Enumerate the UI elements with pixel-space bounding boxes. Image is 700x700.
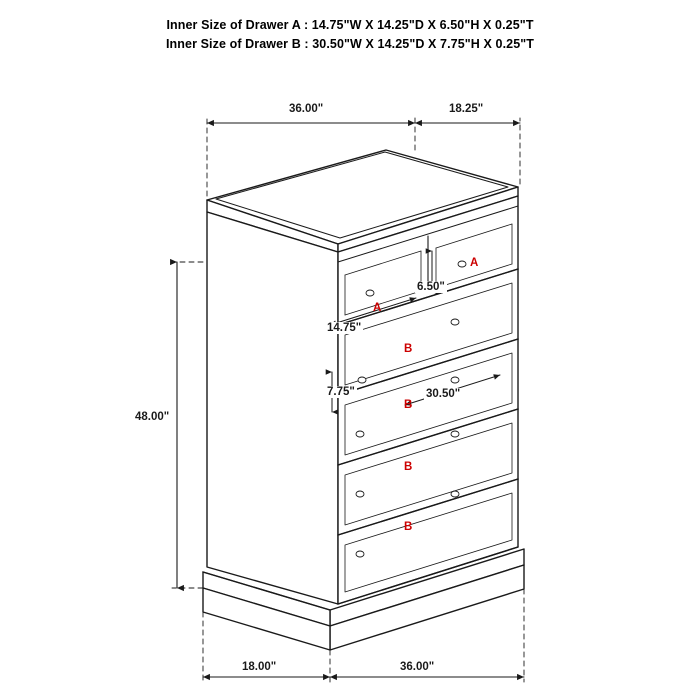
drawer-tag-b-1: B <box>404 343 413 355</box>
dim-height: 48.00" <box>135 411 170 423</box>
dim-drawer-b-width: 30.50" <box>426 388 461 400</box>
spec-header-line-2: Inner Size of Drawer B : 30.50"W X 14.25"D X 7.75"H X 0.25"T <box>165 37 535 51</box>
dim-base-width: 36.00" <box>400 661 435 673</box>
dim-drawer-a-height: 6.50" <box>417 281 445 293</box>
drawer-tag-a-1: A <box>470 257 479 269</box>
drawer-tag-b-4: B <box>404 521 413 533</box>
dim-top-width: 36.00" <box>289 103 324 115</box>
dim-top-depth: 18.25" <box>449 103 484 115</box>
drawer-tag-b-2: B <box>404 399 413 411</box>
dim-drawer-b-height: 7.75" <box>327 386 355 398</box>
spec-header-line-1: Inner Size of Drawer A : 14.75"W X 14.25"D X 6.50"H X 0.25"T <box>166 18 534 32</box>
dim-drawer-a-width: 14.75" <box>327 322 362 334</box>
dim-base-depth: 18.00" <box>242 661 277 673</box>
cabinet-left-side <box>207 212 338 604</box>
drawer-tag-b-3: B <box>404 461 413 473</box>
drawer-tag-a-2: A <box>373 302 382 314</box>
